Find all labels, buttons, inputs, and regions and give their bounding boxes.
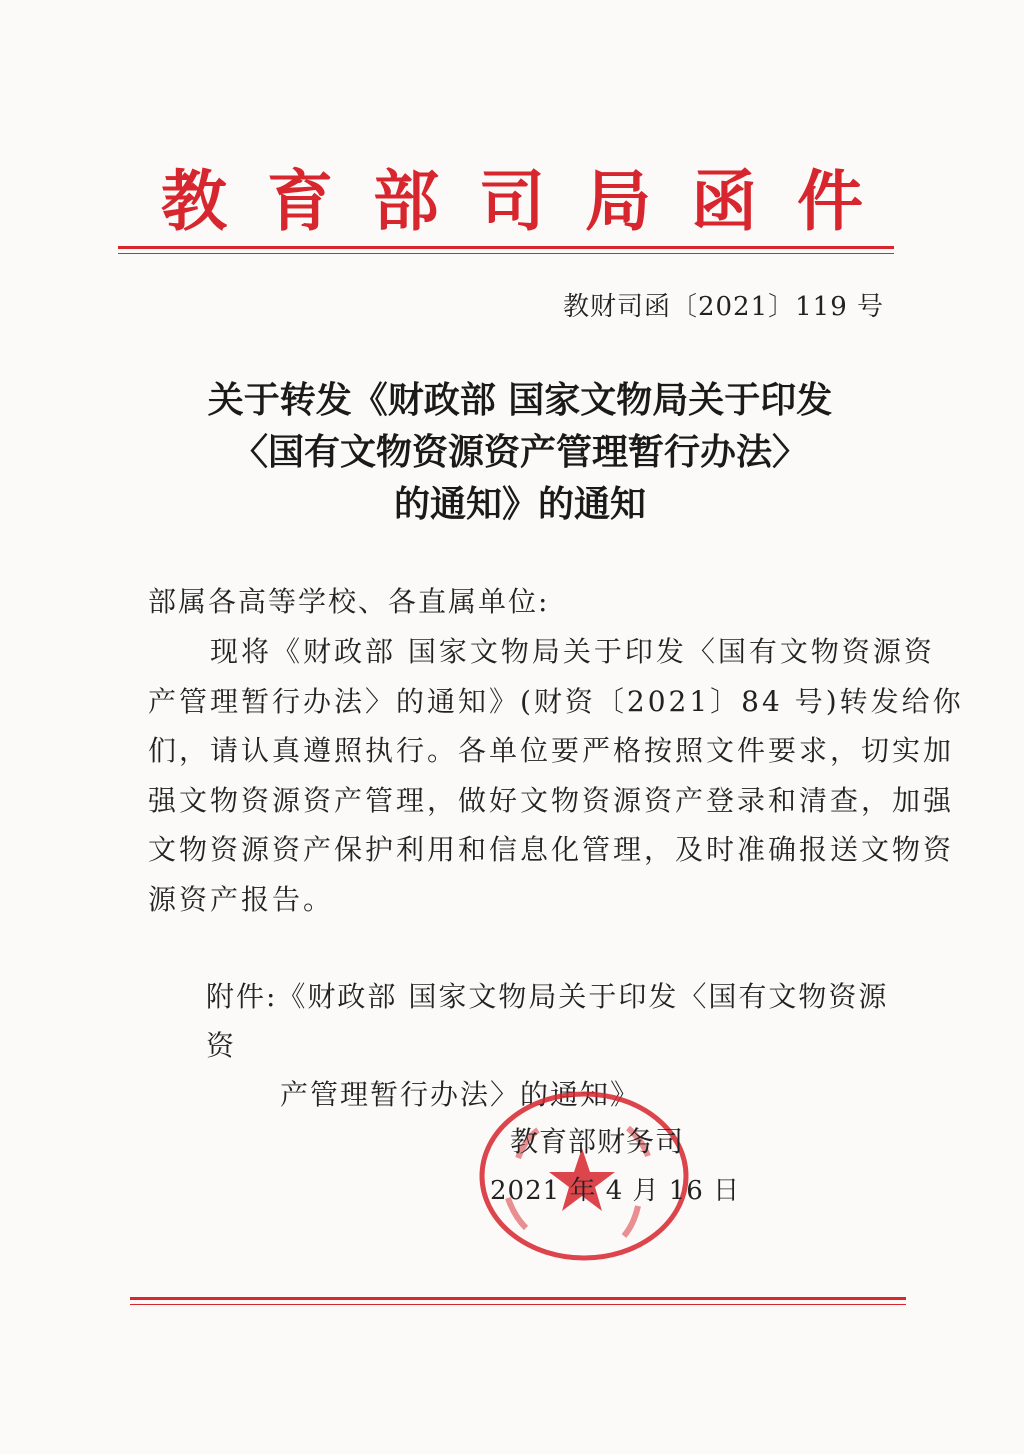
masthead-rule-thick [118,246,894,249]
body-line: 强文物资源资产管理，做好文物资源资产登录和清查，加强 [148,783,955,817]
document-title [130,374,910,530]
body-line: 文物资源资产保护利用和信息化管理，及时准确报送文物资 [148,833,955,866]
body-line: 们，请认真遵照执行。各单位要严格按照文件要求，切实加 [148,734,955,767]
body-line: 源资产报告。 [148,882,335,916]
attachment-line: 产管理暂行办法〉的通知》 [280,1078,641,1111]
salutation: 部属各高等学校、各直属单位: [148,585,550,618]
title-line: 〈国有文物资源资产管理暂行办法〉 [231,431,808,473]
body-line: 产管理暂行办法〉的通知》(财资〔2021〕84 号)转发给你 [148,684,964,718]
document-number: 教财司函〔2021〕119 号 [562,292,884,322]
signer-name: 教育部财务司 [510,1125,685,1158]
attachment-line: 附件:《财政部 国家文物局关于印发〈国有文物资源资 [206,980,889,1062]
masthead-title: 教育部司局函件 [161,162,903,240]
masthead-rule-thin [118,253,894,254]
body-text [148,627,964,924]
footer-rule-thick [130,1297,906,1300]
footer-rule-thin [130,1304,906,1305]
signature-date: 2021 年 4 月 16 日 [490,1176,741,1206]
title-line: 关于转发《财政部 国家文物局关于印发 [207,379,833,421]
title-line: 的通知》的通知 [393,483,646,525]
body-line: 现将《财政部 国家文物局关于印发〈国有文物资源资 [148,635,935,668]
